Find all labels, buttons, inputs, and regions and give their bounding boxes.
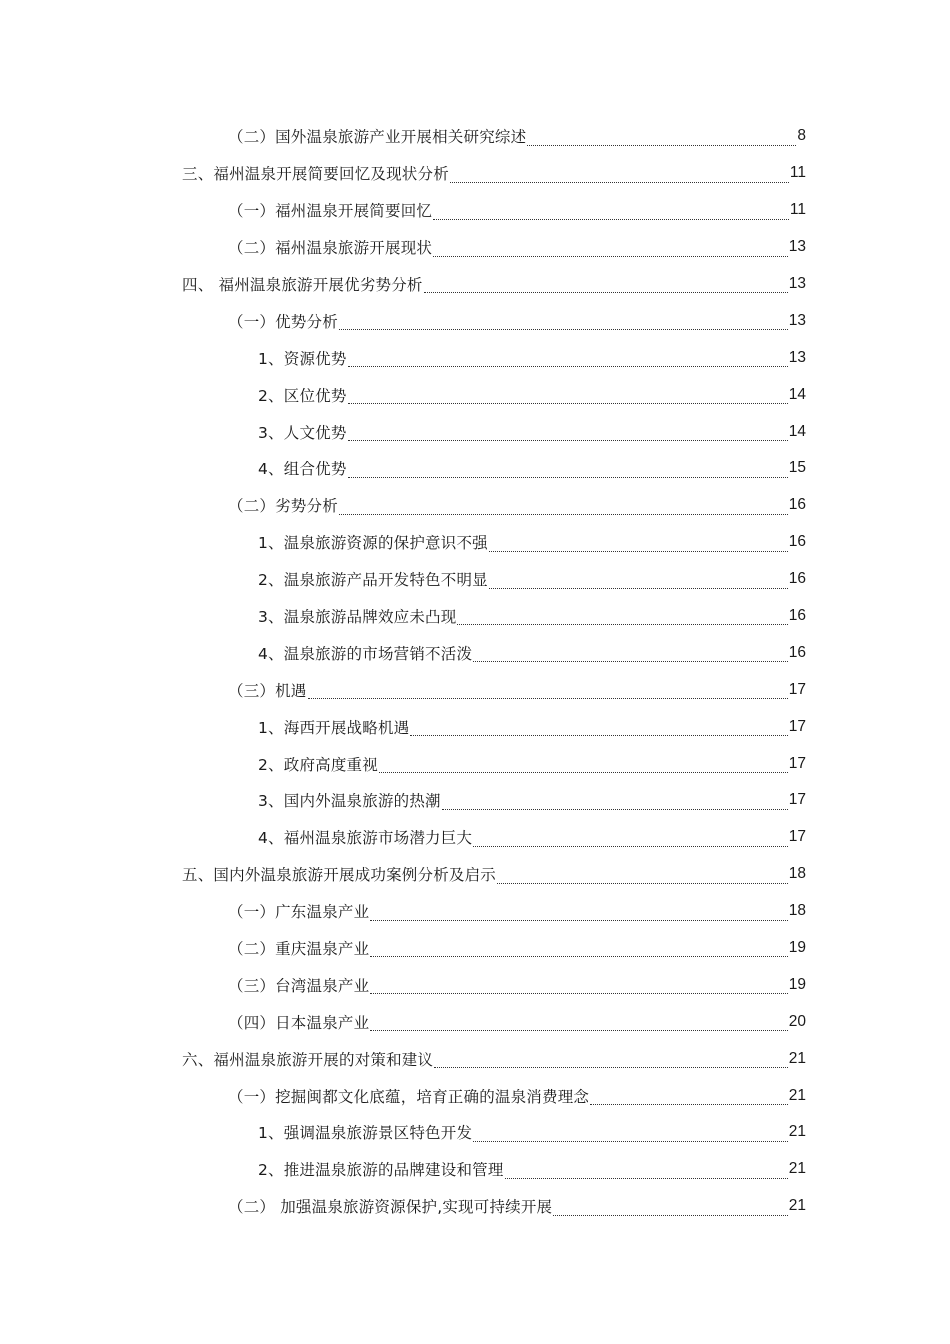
toc-entry-title: 4、组合优势: [258, 460, 347, 479]
toc-entry[interactable]: [0, 819, 950, 856]
toc-entry-page-number: 14: [788, 422, 806, 440]
toc-entry[interactable]: [0, 745, 950, 782]
toc-entry[interactable]: [0, 671, 950, 708]
toc-entry[interactable]: [0, 782, 950, 819]
toc-entry-page-number: 8: [797, 127, 806, 145]
toc-entry-page-number: 11: [789, 164, 806, 182]
toc-dot-leader: [473, 649, 788, 662]
toc-dot-leader: [348, 428, 788, 441]
toc-dot-leader: [348, 354, 788, 367]
toc-entry[interactable]: [0, 229, 950, 266]
toc-dot-leader: [489, 576, 788, 589]
toc-entry-page-number: 19: [788, 939, 806, 957]
toc-entry[interactable]: [0, 450, 950, 487]
toc-dot-leader: [473, 834, 788, 847]
toc-entry-title: 2、温泉旅游产品开发特色不明显: [258, 571, 488, 590]
toc-entry[interactable]: [0, 561, 950, 598]
toc-entry[interactable]: [0, 1151, 950, 1188]
toc-entry[interactable]: [0, 487, 950, 524]
toc-entry-title: 六、福州温泉旅游开展的对策和建议: [182, 1050, 434, 1069]
toc-dot-leader: [553, 1203, 787, 1216]
toc-entry-page-number: 17: [788, 828, 806, 846]
toc-entry-title: （二）重庆温泉产业: [228, 940, 370, 959]
toc-dot-leader: [370, 944, 787, 957]
toc-dot-leader: [497, 871, 788, 884]
toc-entry-title: （二）劣势分析: [228, 497, 338, 516]
toc-dot-leader: [379, 760, 788, 773]
toc-entry-page-number: 14: [788, 385, 806, 403]
toc-entry-page-number: 17: [788, 754, 806, 772]
toc-dot-leader: [339, 502, 788, 515]
toc-entry-page-number: 21: [788, 1197, 806, 1215]
toc-entry-title: （二）国外温泉旅游产业开展相关研究综述: [228, 128, 527, 147]
toc-entry-page-number: 17: [788, 680, 806, 698]
toc-entry-page-number: 11: [789, 201, 806, 219]
toc-entry-page-number: 21: [788, 1123, 806, 1141]
toc-entry[interactable]: [0, 339, 950, 376]
toc-entry-title: 1、强调温泉旅游景区特色开发: [258, 1124, 473, 1143]
toc-entry[interactable]: [0, 1188, 950, 1225]
toc-entry[interactable]: [0, 1114, 950, 1151]
toc-entry-title: 1、温泉旅游资源的保护意识不强: [258, 534, 488, 553]
toc-entry-page-number: 16: [788, 570, 806, 588]
toc-entry[interactable]: [0, 192, 950, 229]
toc-entry-page-number: 17: [788, 791, 806, 809]
toc-dot-leader: [424, 280, 788, 293]
toc-entry[interactable]: [0, 598, 950, 635]
toc-entry-page-number: 21: [788, 1049, 806, 1067]
toc-entry-title: 2、区位优势: [258, 386, 347, 405]
toc-dot-leader: [339, 317, 788, 330]
toc-entry-title: 三、福州温泉开展简要回忆及现状分析: [182, 165, 449, 184]
toc-dot-leader: [410, 723, 787, 736]
toc-entry-title: 3、人文优势: [258, 423, 347, 442]
toc-entry[interactable]: [0, 634, 950, 671]
toc-entry[interactable]: [0, 856, 950, 893]
toc-dot-leader: [457, 612, 787, 625]
toc-entry-title: （三）台湾温泉产业: [228, 976, 370, 995]
toc-entry-page-number: 19: [788, 975, 806, 993]
toc-entry-page-number: 13: [788, 348, 806, 366]
toc-entry-page-number: 16: [788, 533, 806, 551]
toc-dot-leader: [308, 686, 788, 699]
toc-entry[interactable]: [0, 524, 950, 561]
toc-entry-title: 2、推进温泉旅游的品牌建设和管理: [258, 1161, 504, 1180]
toc-entry-title: 4、福州温泉旅游市场潜力巨大: [258, 829, 473, 848]
toc-entry[interactable]: [0, 266, 950, 303]
toc-dot-leader: [590, 1092, 788, 1105]
toc-entry[interactable]: [0, 893, 950, 930]
toc-entry-title: 1、海西开展战略机遇: [258, 718, 410, 737]
toc-entry[interactable]: [0, 155, 950, 192]
toc-entry-title: 五、国内外温泉旅游开展成功案例分析及启示: [182, 866, 497, 885]
toc-entry-title: （一）广东温泉产业: [228, 903, 370, 922]
toc-dot-leader: [348, 391, 788, 404]
toc-dot-leader: [433, 244, 788, 257]
toc-entry[interactable]: [0, 966, 950, 1003]
toc-entry-title: （二） 加强温泉旅游资源保护,实现可持续开展: [228, 1198, 553, 1217]
toc-dot-leader: [450, 170, 789, 183]
toc-dot-leader: [370, 981, 787, 994]
toc-entry[interactable]: [0, 376, 950, 413]
toc-entry-title: （三）机遇: [228, 681, 307, 700]
toc-entry-page-number: 20: [788, 1012, 806, 1030]
toc-entry[interactable]: [0, 118, 950, 155]
toc-dot-leader: [433, 207, 789, 220]
toc-entry-title: （二）福州温泉旅游开展现状: [228, 239, 433, 258]
toc-entry-title: 四、 福州温泉旅游开展优劣势分析: [182, 276, 423, 294]
toc-entry-page-number: 13: [788, 238, 806, 256]
toc-dot-leader: [489, 539, 788, 552]
toc-entry-page-number: 18: [788, 902, 806, 920]
toc-dot-leader: [505, 1166, 788, 1179]
toc-entry-page-number: 13: [788, 311, 806, 329]
toc-dot-leader: [370, 908, 787, 921]
toc-dot-leader: [527, 133, 796, 146]
toc-entry-page-number: 13: [788, 275, 806, 292]
toc-entry-title: （一）挖掘闽都文化底蕴，培育正确的温泉消费理念: [228, 1087, 590, 1106]
toc-dot-leader: [473, 1129, 788, 1142]
toc-entry-title: （一）优势分析: [228, 312, 338, 331]
toc-entry-page-number: 17: [788, 717, 806, 735]
toc-entry[interactable]: [0, 930, 950, 967]
toc-entry-page-number: 21: [788, 1160, 806, 1178]
toc-entry-page-number: 16: [788, 607, 806, 625]
toc-dot-leader: [434, 1055, 788, 1068]
toc-entry-title: 3、温泉旅游品牌效应未凸现: [258, 608, 457, 627]
toc-dot-leader: [442, 797, 788, 810]
toc-entry-page-number: 15: [788, 459, 806, 477]
table-of-contents: [0, 118, 950, 1225]
toc-entry-page-number: 16: [788, 496, 806, 514]
toc-entry-title: 4、温泉旅游的市场营销不活泼: [258, 644, 473, 663]
toc-entry-title: （四）日本温泉产业: [228, 1013, 370, 1032]
toc-dot-leader: [348, 465, 788, 478]
toc-entry-title: （一）福州温泉开展简要回忆: [228, 202, 433, 221]
toc-entry-title: 1、资源优势: [258, 349, 347, 368]
toc-entry-title: 2、政府高度重视: [258, 755, 378, 774]
toc-entry-page-number: 18: [788, 865, 806, 883]
toc-entry[interactable]: [0, 302, 950, 339]
toc-entry[interactable]: [0, 708, 950, 745]
toc-entry-page-number: 16: [788, 643, 806, 661]
toc-entry-page-number: 21: [788, 1086, 806, 1104]
toc-entry-title: 3、国内外温泉旅游的热潮: [258, 792, 441, 811]
toc-dot-leader: [370, 1018, 787, 1031]
toc-entry[interactable]: [0, 1003, 950, 1040]
toc-entry[interactable]: [0, 1040, 950, 1077]
toc-entry[interactable]: [0, 1077, 950, 1114]
toc-entry[interactable]: [0, 413, 950, 450]
